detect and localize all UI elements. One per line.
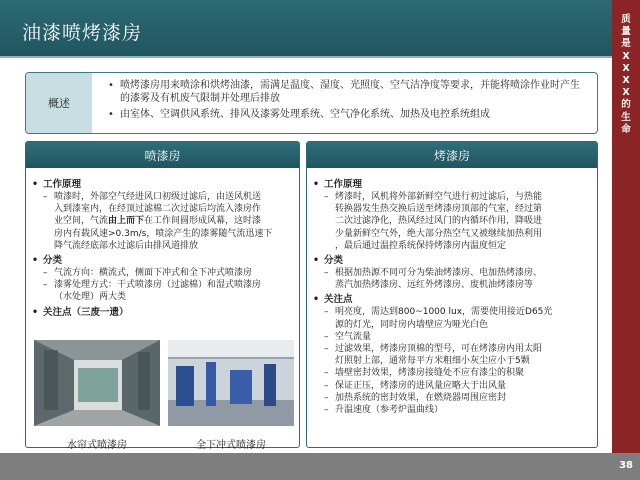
principle-line: 入到漆室内，在经顶过滤棉二次过滤后均流入漆房作 <box>54 204 262 215</box>
principle-line: 房内有载风速>0.3m/s，喷涂产生的漆雾随气流迅速下 <box>54 228 273 239</box>
section-heading: • 关注点 <box>313 294 591 306</box>
side-char: X <box>622 62 630 74</box>
section-heading: • 工作原理 <box>32 179 293 191</box>
spray-booth-title: 喷漆房 <box>26 142 299 168</box>
principle-line: ，最后通过温控系统保持烤漆房内温度恒定 <box>335 240 507 251</box>
class-line: – 气流方向：横流式，侧面下冲式和全下冲式喷漆房 <box>43 268 253 279</box>
focus-line: 源的灯光，同时房内墙壁应为哑光白色 <box>335 319 489 330</box>
side-char: 的 <box>621 99 631 111</box>
section-heading: • 工作原理 <box>313 179 591 191</box>
principle-line: – 喷漆时，外部空气经进风口初级过滤后，由送风机送 <box>43 192 262 202</box>
focus-line: 灯照射上部，通常每平方米粗细小灰尘应小于5颗 <box>335 356 530 367</box>
water-curtain-booth-photo <box>34 340 160 426</box>
class-line: （水处理）两大类 <box>54 292 127 303</box>
downdraft-booth-photo <box>168 340 294 426</box>
focus-line: – 过滤效果，烤漆房顶棉的型号，可在烤漆房内用太阳 <box>324 344 543 355</box>
bake-booth-body <box>313 178 591 443</box>
side-char: 质 <box>621 14 631 25</box>
side-banner <box>612 0 640 453</box>
photo-row <box>34 340 296 451</box>
side-banner-text <box>612 14 640 136</box>
side-char: X <box>622 87 630 99</box>
class-line: 蒸汽加热烤漆房、远红外烤漆房、废机油烤漆房等 <box>335 280 534 291</box>
principle-line: 转换器发生热交换后送至烤漆房顶部的气室，经过第 <box>335 204 543 215</box>
principle-line: 降气流经底部水过滤后由排风道排放 <box>54 240 199 251</box>
overview-box <box>25 72 598 134</box>
side-char: 命 <box>621 123 631 135</box>
side-char: 是 <box>621 38 631 50</box>
overview-item: • 喷烤漆房用来喷涂和烘烤油漆，需满足温度、湿度、光照度、空气洁净度等要求，并能将喷涂作业时产生的漆雾及有机废气限制并处理后排放 <box>108 79 587 105</box>
overview-item: • 由室体、空调供风系统、排风及漆雾处理系统、空气净化系统、加热及电控系统组成 <box>108 108 587 121</box>
side-char: 量 <box>621 26 631 38</box>
focus-line: – 空气流量 <box>324 331 372 342</box>
focus-line: – 加热系统的密封效果，在燃烧器周围应密封 <box>324 392 507 403</box>
side-char: X <box>622 75 630 87</box>
side-char: X <box>622 50 630 62</box>
principle-line: 业空间，气流由上而下在工作间圆形成风幕，这时漆 <box>54 216 262 227</box>
section-heading: • 分类 <box>32 255 293 267</box>
page-number: 38 <box>619 460 633 471</box>
class-line: – 漆雾处理方式：干式喷漆房（过滤棉）和湿式喷漆房 <box>43 280 262 291</box>
principle-line: 二次过滤净化，热风经过风门的内循环作用，降吸进 <box>335 216 543 227</box>
principle-line: – 烤漆时，风机将外部新鲜空气进行初过滤后，与热能 <box>324 192 543 202</box>
section-heading: • 关注点（三废一遗） <box>32 307 293 319</box>
bake-booth-panel <box>306 141 598 448</box>
bake-booth-title: 烤漆房 <box>307 142 597 168</box>
emphasis-text: 由上而下 <box>108 216 145 227</box>
section-heading: • 分类 <box>313 255 591 267</box>
principle-line: 少量新鲜空气外，绝大部分热空气又被继续加热利用 <box>335 228 543 239</box>
title-underline <box>0 56 612 58</box>
spray-booth-panel <box>25 141 300 451</box>
focus-line: – 墙壁密封效果，烤漆房接缝处不应有漆尘的积聚 <box>324 368 525 379</box>
focus-line: – 升温速度（参考炉温曲线） <box>324 405 444 416</box>
title-bar <box>0 0 612 58</box>
focus-line: – 保证正压，烤漆房的进风量应略大于出风量 <box>324 380 507 391</box>
footer-bar <box>0 453 640 480</box>
overview-label: 概述 <box>26 73 92 133</box>
overview-list <box>108 79 587 124</box>
photo-caption: 水帘式喷漆房 <box>67 440 127 451</box>
photo-caption: 全下冲式喷漆房 <box>196 440 266 451</box>
class-line: – 根据加热源不同可分为柴油烤漆房、电加热烤漆房、 <box>324 268 543 279</box>
side-char: 生 <box>621 111 631 123</box>
page-title: 油漆喷烤漆房 <box>22 22 143 44</box>
focus-line: – 明亮度，需达到800~1000 lux，需要使用接近D65光 <box>324 307 553 318</box>
